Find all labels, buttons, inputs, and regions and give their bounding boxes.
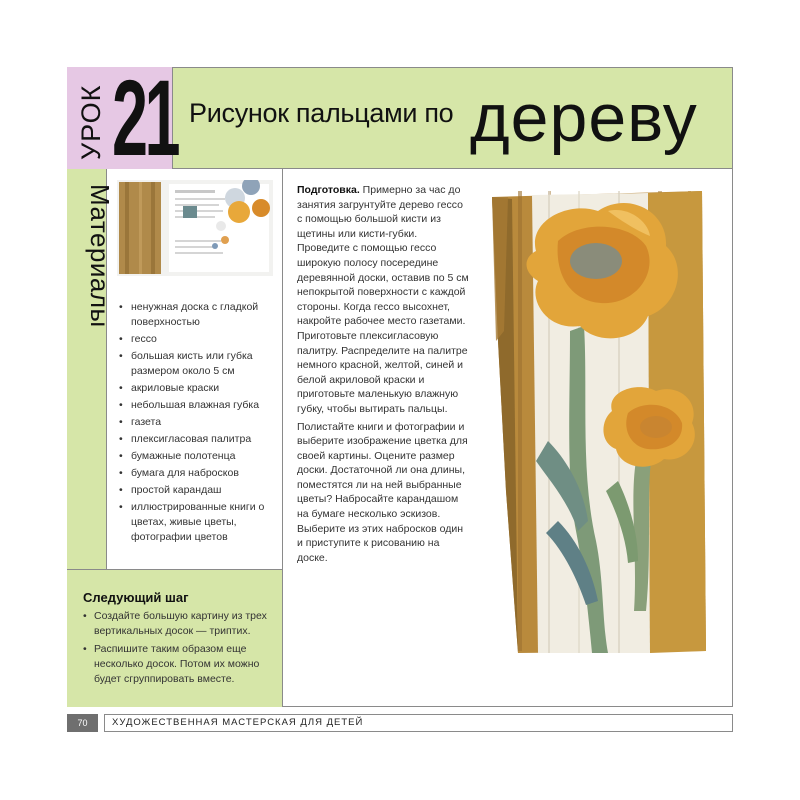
instructions-text bbox=[297, 183, 469, 568]
materials-label: Материалы bbox=[85, 184, 115, 328]
list-item: • Создайте большую картину из трех вертикальных досок — триптих. bbox=[83, 609, 278, 639]
instructions-paragraph bbox=[297, 183, 469, 417]
materials-photo bbox=[117, 180, 273, 276]
flower-painting-image bbox=[488, 191, 710, 656]
materials-list bbox=[117, 300, 282, 547]
list-item: • бумажные полотенца bbox=[117, 449, 282, 464]
lesson-title-small: Рисунок пальцами по bbox=[189, 98, 454, 128]
list-item: • бумага для набросков bbox=[117, 466, 282, 481]
list-item: • акриловые краски bbox=[117, 381, 282, 396]
list-item: • ненужная доска с гладкой поверхностью bbox=[117, 300, 282, 330]
list-item: • большая кисть или губка размером около 5 см bbox=[117, 349, 282, 379]
instructions-p1: Примерно за час до занятия загрунтуйте дерево гессо с помощью большой кисти из щетины или кисти-губки. Проведите с помощью гессо широкую полосу посередине деревянной доски, оставив по 5 см непокрытой поверхности с каждой стороны. Когда гессо высохнет, накройте рабочее место газетами. Приготовьте плексигласовую палитру. Распределите на палитре немного красной, желтой, синей и белой акриловой краски и приготовьте маленькую влажную губку, чтобы вытирать пальцы. bbox=[297, 184, 469, 415]
list-item: • гессо bbox=[117, 332, 282, 347]
lesson-number: 21 bbox=[112, 57, 177, 178]
instructions-lead: Подготовка. bbox=[297, 184, 360, 196]
lesson-title-big: дереву bbox=[470, 80, 698, 156]
list-item: • газета bbox=[117, 415, 282, 430]
list-item: • Распишите таким образом еще несколько досок. Потом их можно будет сгруппировать вместе. bbox=[83, 642, 278, 687]
lesson-word: УРОК bbox=[76, 84, 106, 160]
list-item: • простой карандаш bbox=[117, 483, 282, 498]
instructions-p2: Полистайте книги и фотографии и выберите изображение цветка для своей картины. Оцените размер доски. Достаточной ли она длины, поместятся ли на ней выбранные цветы? Набросайте карандашом на бумаге несколько эскизов. Выберите из этих набросков один и приступите к рисованию на доске. bbox=[297, 420, 468, 564]
list-item: • плексигласовая палитра bbox=[117, 432, 282, 447]
running-title: ХУДОЖЕСТВЕННАЯ МАСТЕРСКАЯ ДЛЯ ДЕТЕЙ bbox=[112, 717, 364, 728]
list-item: • иллюстрированные книги о цветах, живые цветы, фотографии цветов bbox=[117, 500, 282, 545]
page-number: 70 bbox=[67, 714, 98, 732]
next-step-list bbox=[83, 609, 278, 690]
list-item: • небольшая влажная губка bbox=[117, 398, 282, 413]
next-step-title: Следующий шаг bbox=[83, 590, 189, 605]
